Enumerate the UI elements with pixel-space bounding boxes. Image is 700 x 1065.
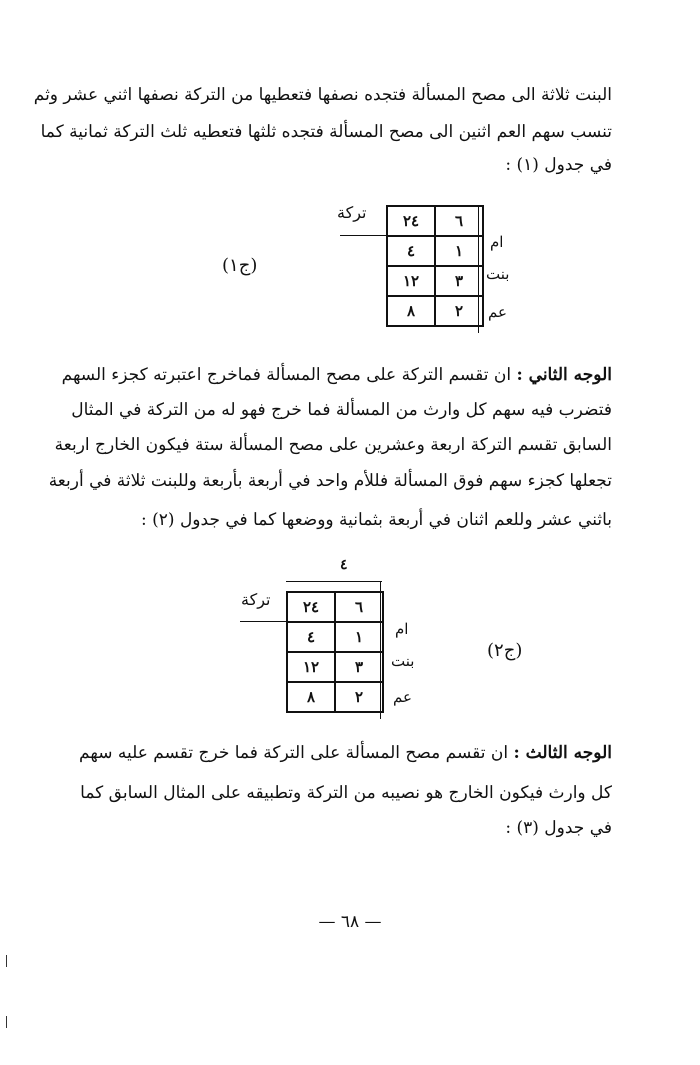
t2-mother-share: ٤ <box>287 622 335 652</box>
estate-label-2: تركة <box>241 590 271 609</box>
t2-header-base: ٦ <box>335 592 383 622</box>
table-row <box>387 236 483 266</box>
t1-row-label-daughter: بنت <box>486 265 510 283</box>
t1-uncle-base: ٢ <box>435 296 483 326</box>
p1-line-3: في جدول (١) : <box>505 155 612 175</box>
table-2-grid <box>286 591 384 713</box>
p3-heading: الوجه الثالث : <box>513 743 612 763</box>
t2-header-estate: ٢٤ <box>287 592 335 622</box>
table-row <box>387 266 483 296</box>
p3-line-1 <box>79 738 612 768</box>
t1-mother-share: ٤ <box>387 236 435 266</box>
p2-line-4: تجعلها كجزء سهم فوق المسألة فللأم واحد في أربعة بأربعة وللبنت ثلاثة في أربعة <box>48 471 612 491</box>
t1-mother-base: ١ <box>435 236 483 266</box>
table-row <box>387 206 483 236</box>
table-1-grid <box>386 205 484 327</box>
t1-daughter-base: ٣ <box>435 266 483 296</box>
t1-daughter-share: ١٢ <box>387 266 435 296</box>
p3-line-1-text: ان تقسم مصح المسألة على التركة فما خرج تقسم عليه سهم <box>79 743 509 763</box>
t1-header-base: ٦ <box>435 206 483 236</box>
t2-row-label-daughter: بنت <box>391 652 415 670</box>
page-number: — ٦٨ — <box>318 912 382 932</box>
t2-uncle-share: ٨ <box>287 682 335 712</box>
scan-mark-2 <box>6 1016 7 1028</box>
table-2-right-rule <box>380 581 381 719</box>
p2-line-1 <box>61 360 612 390</box>
t1-row-label-mother: ام <box>490 233 504 251</box>
p3-line-2: كل وارث فيكون الخارج هو نصيبه من التركة وتطبيقه على المثال السابق كما <box>80 783 612 803</box>
scan-mark-1 <box>6 955 7 967</box>
estate-label-1: تركة <box>337 203 367 222</box>
t2-row-label-mother: ام <box>395 620 409 638</box>
p1-line-2: تنسب سهم العم اثنين الى مصح المسألة فتجده ثلثها فتعطيه ثلث التركة ثمانية كما <box>40 122 612 142</box>
t2-uncle-base: ٢ <box>335 682 383 712</box>
table-row <box>387 296 483 326</box>
p2-line-1-text: ان تقسم التركة على مصح المسألة فماخرج اعتبرته كجزء السهم <box>61 365 512 385</box>
table-row <box>287 682 383 712</box>
t2-row-label-uncle: عم <box>393 688 412 706</box>
table-2-top-value: ٤ <box>340 557 348 573</box>
table-row <box>287 652 383 682</box>
table-2-tag: (ج٢) <box>487 640 523 661</box>
table-1-right-rule <box>478 205 479 333</box>
table-2-top-rule <box>286 581 382 582</box>
table-row <box>287 592 383 622</box>
table-1-tag: (ج١) <box>222 255 258 276</box>
p2-line-5: باثني عشر وللعم اثنان في أربعة بثمانية ووضعها كما في جدول (٢) : <box>141 510 612 530</box>
t2-daughter-share: ١٢ <box>287 652 335 682</box>
p2-line-3: السابق تقسم التركة اربعة وعشرين على مصح المسألة ستة فيكون الخارج اربعة <box>54 435 612 455</box>
p2-line-2: فتضرب فيه سهم كل وارث من المسألة فما خرج فهو له من التركة في المثال <box>71 400 612 420</box>
t1-uncle-share: ٨ <box>387 296 435 326</box>
table-row <box>287 622 383 652</box>
t2-mother-base: ١ <box>335 622 383 652</box>
estate-underline-1 <box>340 235 386 236</box>
t2-daughter-base: ٣ <box>335 652 383 682</box>
p3-line-3: في جدول (٣) : <box>505 818 612 838</box>
t1-header-estate: ٢٤ <box>387 206 435 236</box>
p1-line-1: البنت ثلاثة الى مصح المسألة فتجده نصفها فتعطيها من التركة نصفها اثني عشر وثم <box>33 85 612 105</box>
p2-heading: الوجه الثاني : <box>516 365 612 385</box>
t1-row-label-uncle: عم <box>488 303 507 321</box>
estate-underline-2 <box>240 621 286 622</box>
